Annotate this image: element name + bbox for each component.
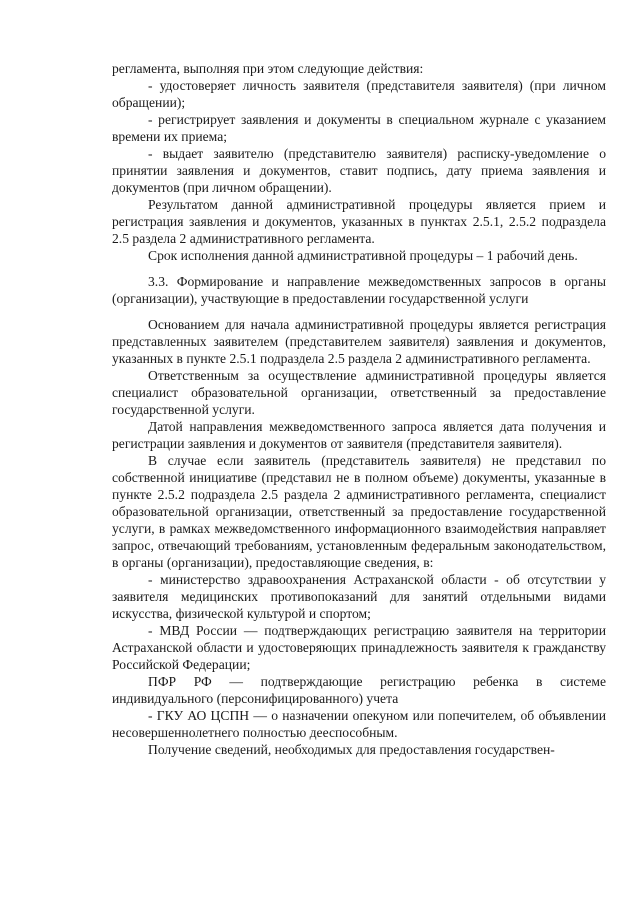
paragraph-request-date: Датой направления межведомственного запроса является дата получения и регистрации заявления и документов от заявителя (представителя заявителя).	[112, 419, 606, 451]
list-item-issue-receipt: - выдает заявителю (представителю заявителя) расписку-уведомление о принятии заявления и документов, ставит подпись, дату приема заявления и документов (при личном обращении).	[112, 146, 606, 195]
paragraph-result: Результатом данной административной процедуры является прием и регистрация заявления и документов, указанных в пунктах 2.5.1, 2.5.2 подраздела 2.5 раздела 2 административного регламента.	[112, 197, 606, 246]
paragraph-responsible: Ответственным за осуществление административной процедуры является специалист образовательной организации, ответственный за предоставление государственной услуги.	[112, 368, 606, 417]
paragraph-basis: Основанием для начала административной процедуры является регистрация представленных заявителем (представителем заявителя) заявления и документов, указанных в пункте 2.5.1 подраздела 2.5 раздела 2 административного регламента.	[112, 317, 606, 366]
list-item-verify-identity: - удостоверяет личность заявителя (представителя заявителя) (при личном обращении);	[112, 78, 606, 110]
document-body	[112, 60, 606, 758]
list-item-gku-cspn: - ГКУ АО ЦСПН — о назначении опекуном или попечителем, об объявлении несовершеннолетнего полностью дееспособным.	[112, 708, 606, 740]
list-item-register-documents: - регистрирует заявления и документы в специальном журнале с указанием времени их приема;	[112, 112, 606, 144]
paragraph-obtaining-info: Получение сведений, необходимых для предоставления государствен-	[148, 742, 555, 757]
list-item-mvd: - МВД России — подтверждающих регистрацию заявителя на территории Астраханской области и удостоверяющих принадлежность заявителя к гражданству Российской Федерации;	[112, 623, 606, 672]
list-item-pfr: ПФР РФ — подтверждающие регистрацию ребенка в системе индивидуального (персонифицированного) учета	[112, 674, 606, 706]
paragraph-intro: регламента, выполняя при этом следующие действия:	[112, 61, 424, 76]
paragraph-interagency-request: В случае если заявитель (представитель заявителя) не представил по собственной инициативе (представил не в полном объеме) документы, указанные в пункте 2.5.2 подраздела 2.5 раздела 2 административного регламента, специалист образовательной организации, ответственный за предоставление государственной услуги, в рамках межведомственного информационного взаимодействия направляет запрос, отвечающий требованиям, установленным федеральным законодательством, в органы (организации), предоставляющие сведения, в:	[112, 453, 606, 570]
section-heading-3-3: 3.3. Формирование и направление межведомственных запросов в органы (организации), участвующие в предоставлении государственной услуги	[112, 274, 606, 306]
list-item-health-ministry: - министерство здравоохранения Астраханской области - об отсутствии у заявителя медицинских противопоказаний для занятий отдельными видами искусства, физической культурой и спортом;	[112, 572, 606, 621]
paragraph-deadline: Срок исполнения данной административной процедуры – 1 рабочий день.	[148, 248, 578, 263]
